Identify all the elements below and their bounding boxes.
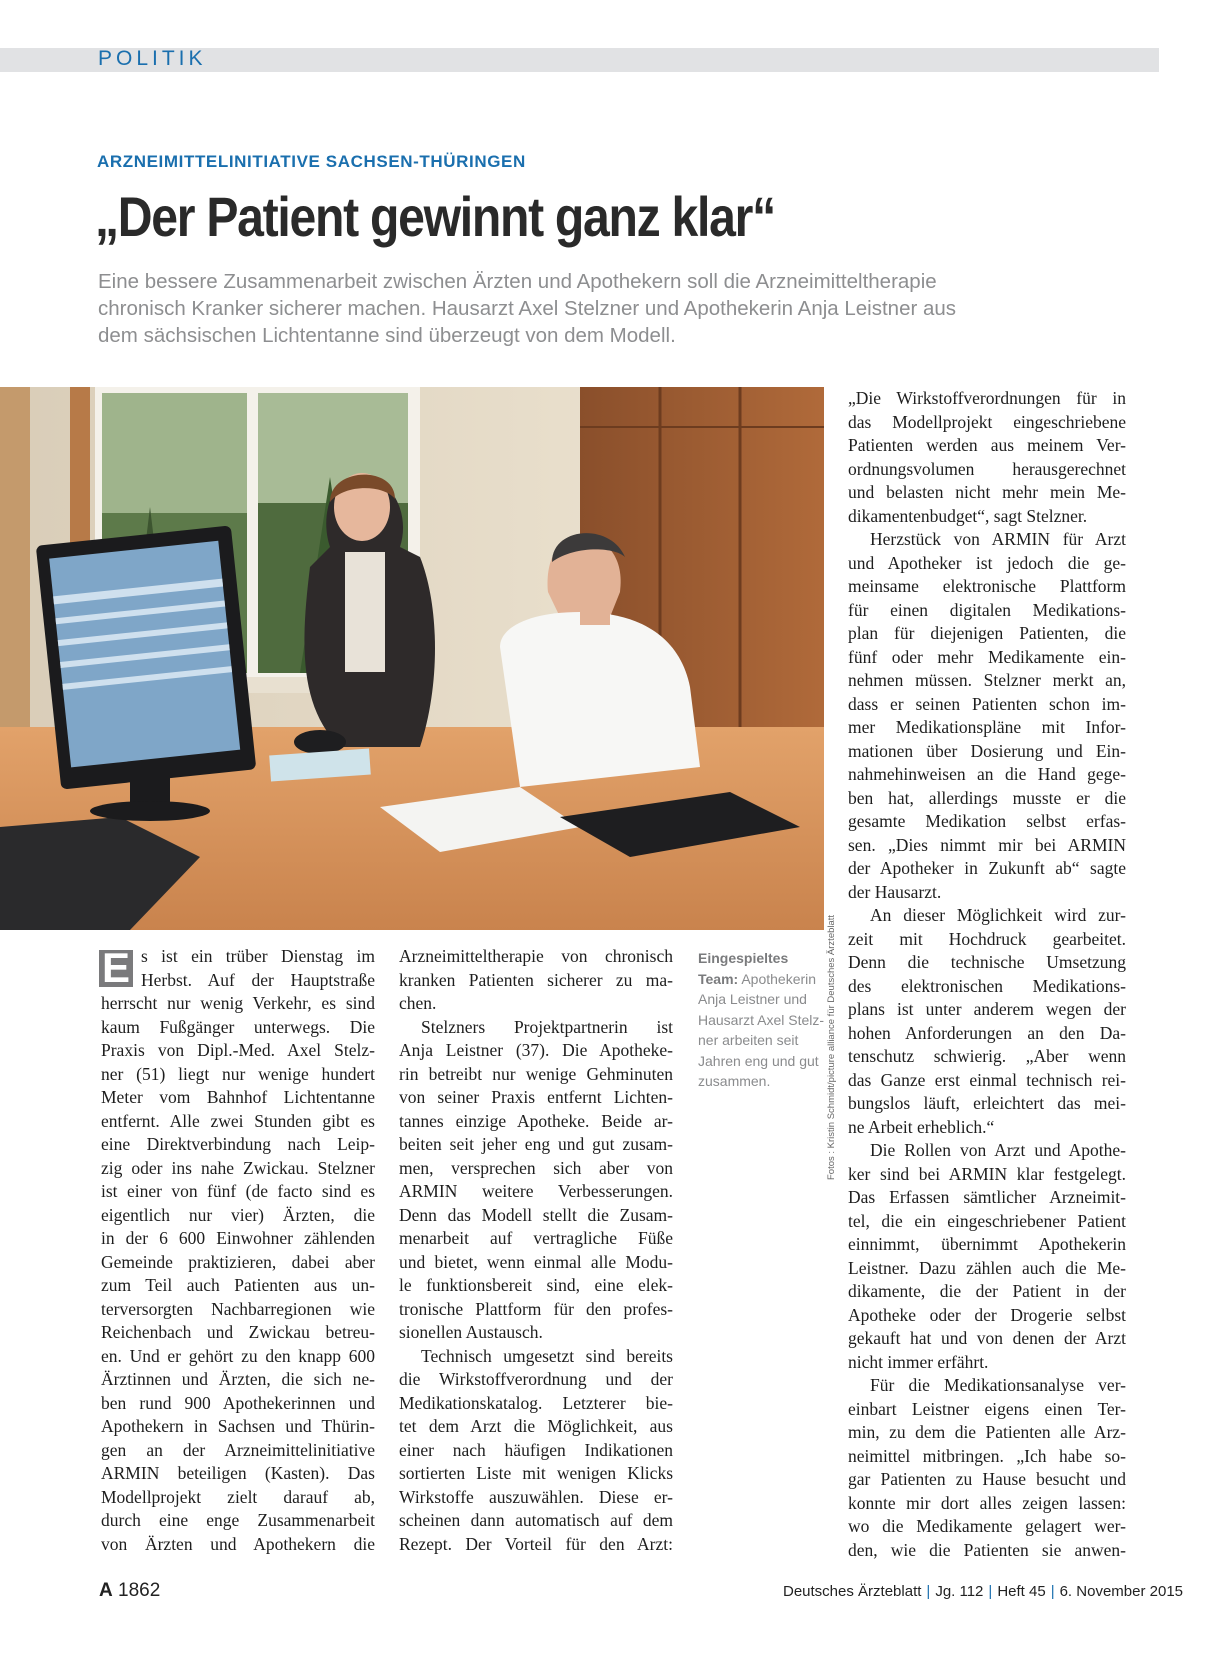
body-line: ben rund 900 Apothekerinnen und — [101, 1392, 375, 1413]
body-line: zum Teil auch Patienten aus un- — [101, 1275, 375, 1295]
body-line: Die Rollen von Arzt und Apothe- — [870, 1140, 1126, 1160]
article-photo — [0, 387, 824, 930]
body-line: in der 6 600 Einwohner zählenden — [101, 1228, 375, 1248]
body-line: Das Erfassen sämtlicher Arzneimit- — [848, 1187, 1126, 1207]
body-line: tel, die ein eingeschriebener Patient — [848, 1210, 1126, 1231]
body-line: ist einer von fünf (de facto sind es — [101, 1181, 375, 1201]
body-line: ben hat, allerdings musste er die — [848, 787, 1126, 808]
body-line: hohen Anforderungen an den Da- — [848, 1022, 1126, 1043]
body-line: gar Patienten zu Hause besucht und — [848, 1469, 1126, 1489]
body-line: Apothekern in Sachsen und Thürin- — [101, 1416, 375, 1436]
body-line: meinsame elektronische Plattform — [848, 576, 1126, 596]
body-line: Für die Medikationsanalyse ver- — [870, 1375, 1126, 1395]
journal-name: Deutsches Ärzteblatt — [783, 1583, 922, 1600]
body-line: ARMIN beteiligen (Kasten). Das — [101, 1463, 375, 1483]
body-line: le funktionsbereit sind, eine elek- — [399, 1275, 673, 1295]
body-line: ker sind bei ARMIN klar festgelegt. — [848, 1163, 1126, 1184]
body-line: fünf oder mehr Medikamente ein- — [848, 646, 1126, 667]
body-line: Arzneimitteltherapie von chronisch — [399, 946, 673, 966]
lead-line: dem sächsischen Lichtentanne sind überzeugt von dem Modell. — [98, 324, 676, 347]
body-line: Ärztinnen und Ärzten, die sich ne- — [101, 1369, 375, 1389]
body-line: kranken Patienten sicherer zu ma- — [399, 969, 673, 990]
body-line: das Modellprojekt eingeschriebene — [848, 411, 1126, 432]
body-line: nicht immer erfährt. — [848, 1351, 989, 1372]
body-line: herrscht nur wenig Verkehr, es sind — [101, 993, 375, 1013]
body-line: tannes einzige Apotheke. Beide ar- — [399, 1110, 673, 1131]
body-line: sen. „Dies nimmt mir bei ARMIN — [848, 834, 1126, 855]
body-column-1 — [101, 945, 375, 1556]
body-line: Apotheke oder der Drogerie selbst — [848, 1304, 1126, 1325]
body-line: Denn das Modell stellt die Zusam- — [399, 1204, 673, 1225]
body-line: mationen über Dosierung und Ein- — [848, 740, 1126, 761]
section-label: POLITIK — [98, 47, 207, 70]
page-number — [99, 1580, 160, 1602]
body-line: menarbeit auf vertragliche Füße — [399, 1228, 673, 1248]
body-line: Stelzners Projektpartnerin ist — [421, 1016, 673, 1037]
journal-footer — [783, 1583, 1183, 1600]
body-line: An dieser Möglichkeit wird zur- — [870, 905, 1126, 925]
body-line: ne Arbeit erheblich.“ — [848, 1116, 995, 1137]
body-line: entfernt. Alle zwei Stunden gibt es — [101, 1110, 375, 1131]
body-line: des elektronischen Medikations- — [848, 975, 1126, 996]
body-line: konnte mir dort alles zeigen lassen: — [848, 1492, 1126, 1513]
body-line: und bietet, wenn einmal alle Modu- — [399, 1251, 673, 1272]
body-line: neimittel mitbringen. „Ich habe so- — [848, 1445, 1126, 1466]
body-line: durch eine enge Zusammenarbeit — [101, 1510, 375, 1530]
divider: | — [926, 1583, 931, 1600]
body-line: terversorgten Nachbarregionen wie — [101, 1298, 375, 1319]
caption-line: ner arbeiten seit — [698, 1032, 799, 1048]
body-line: „Die Wirkstoffverordnungen für in — [848, 388, 1126, 408]
caption-line: Apothekerin — [738, 970, 817, 987]
body-line: die Wirkstoffverordnung und der — [399, 1369, 673, 1389]
body-line: für einen digitalen Medikations- — [848, 599, 1126, 620]
body-line: Gemeinde praktizieren, dabei aber — [101, 1251, 375, 1272]
divider: | — [1050, 1583, 1055, 1600]
page-number-value: 1862 — [118, 1580, 161, 1601]
body-line: Wirkstoffe auszuwählen. Diese er- — [399, 1486, 673, 1507]
body-line: scheinen dann automatisch auf dem — [399, 1510, 673, 1530]
caption-line: Jahren eng und gut — [698, 1052, 819, 1069]
body-line: dass er seinen Patienten schon im- — [848, 693, 1126, 714]
body-line: der Hausarzt. — [848, 881, 942, 902]
body-line: und belasten nicht mehr mein Me- — [848, 482, 1126, 502]
body-line: nehmen müssen. Stelzner merkt an, — [848, 670, 1126, 690]
caption-line: Hausarzt Axel Stelz- — [698, 1011, 825, 1028]
body-line: eine Direktverbindung nach Leip- — [101, 1134, 375, 1154]
page-prefix: A — [99, 1580, 113, 1601]
body-line: Patienten werden aus meinem Ver- — [848, 435, 1126, 455]
body-line: einbart Leistner eigens einen Ter- — [848, 1398, 1126, 1419]
body-line: ner (51) liegt nur wenige hundert — [101, 1063, 375, 1084]
body-line: Medikationskatalog. Letzterer bie- — [399, 1392, 673, 1413]
body-line: Herzstück von ARMIN für Arzt — [870, 529, 1126, 549]
body-line: dikamentenbudget“, sagt Stelzner. — [848, 505, 1088, 526]
article-kicker: ARZNEIMITTELINITIATIVE SACHSEN-THÜRINGEN — [97, 152, 526, 171]
journal-issue: Heft 45 — [997, 1583, 1046, 1600]
body-line: bungslos läuft, erleichtert das mei- — [848, 1093, 1126, 1113]
body-line: plan für diejenigen Patienten, die — [848, 623, 1126, 643]
body-line: einer nach häufigen Indikationen — [399, 1439, 673, 1460]
body-line: tenschutz schwierig. „Aber wenn — [848, 1046, 1126, 1066]
body-line: Modellprojekt zielt darauf ab, — [101, 1486, 375, 1507]
body-line: Denn die technische Umsetzung — [848, 952, 1126, 972]
body-column-3 — [848, 387, 1126, 1562]
body-line: tet dem Arzt die Möglichkeit, aus — [399, 1416, 673, 1436]
divider: | — [988, 1583, 993, 1600]
body-line: Meter vom Bahnhof Lichtentanne — [101, 1087, 375, 1107]
photo-caption — [698, 948, 828, 1092]
body-line: gesamte Medikation selbst erfas- — [848, 811, 1126, 831]
body-line: von Ärzten und Apothekern die — [101, 1533, 375, 1554]
article-title: „Der Patient gewinnt ganz klar“ — [95, 185, 775, 248]
body-line: beiten seit jeher eng und gut zusam- — [399, 1134, 673, 1154]
body-line: en. Und er gehört zu den knapp 600 — [101, 1345, 375, 1366]
body-line: kaum Fußgänger unterwegs. Die — [101, 1016, 375, 1037]
body-line: gekauft hat und von denen der Arzt — [848, 1328, 1126, 1348]
body-line: Anja Leistner (37). Die Apotheke- — [399, 1040, 673, 1060]
body-line: mer Medikationspläne mit Infor- — [848, 717, 1126, 737]
body-line: einnimmt, übernimmt Apothekerin — [848, 1234, 1126, 1254]
body-line: zig oder ins nahe Zwickau. Stelzner — [101, 1157, 375, 1178]
body-line: dikamente, die der Patient in der — [848, 1281, 1126, 1301]
body-line: Technisch umgesetzt sind bereits — [421, 1345, 673, 1366]
body-line: und Apotheker ist jedoch die ge- — [848, 552, 1126, 573]
caption-title: Team: — [698, 970, 739, 987]
caption-line: Anja Leistner und — [698, 991, 807, 1007]
body-line: gen an der Arzneimittelinitiative — [101, 1439, 375, 1460]
body-line: sortierten Liste mit wenigen Klicks — [399, 1463, 673, 1483]
drop-cap: E — [99, 950, 133, 987]
journal-volume: Jg. 112 — [935, 1583, 984, 1600]
body-line: sionellen Austausch. — [399, 1322, 543, 1342]
body-line: ordnungsvolumen herausgerechnet — [848, 458, 1126, 479]
body-line: zeit mit Hochdruck gearbeitet. — [848, 928, 1126, 949]
body-line: min, zu dem die Patienten alle Arz- — [848, 1422, 1126, 1442]
body-line: Praxis von Dipl.-Med. Axel Stelz- — [101, 1040, 375, 1060]
body-line: Leistner. Dazu zählen auch die Me- — [848, 1257, 1126, 1278]
body-line: das Ganze erst einmal technisch rei- — [848, 1069, 1126, 1090]
body-line: den, wie die Patienten sie anwen- — [848, 1539, 1126, 1560]
caption-title: Eingespieltes — [698, 950, 789, 966]
body-line: Rezept. Der Vorteil für den Arzt: — [399, 1533, 673, 1554]
body-line: plans ist unter anderem wegen der — [848, 999, 1126, 1019]
body-column-2 — [399, 945, 673, 1556]
body-line: eigentlich nur vier) Ärzten, die — [101, 1204, 375, 1225]
article-lead — [98, 268, 1108, 349]
lead-line: chronisch Kranker sicherer machen. Hausarzt Axel Stelzner und Apothekerin Anja Leistner aus — [98, 297, 957, 320]
body-line: chen. — [399, 993, 437, 1013]
body-line: Reichenbach und Zwickau betreu- — [101, 1322, 375, 1342]
body-line: tronische Plattform für den profes- — [399, 1298, 673, 1319]
body-line: der Apotheker in Zukunft ab“ sagte — [848, 858, 1126, 878]
body-line: s ist ein trüber Dienstag im — [141, 946, 375, 966]
body-line: Herbst. Auf der Hauptstraße — [141, 969, 375, 990]
body-line: rin betreibt nur wenige Gehminuten — [399, 1063, 673, 1084]
caption-line: zusammen. — [698, 1073, 771, 1089]
body-line: von seiner Praxis entfernt Lichten- — [399, 1087, 673, 1107]
journal-date: 6. November 2015 — [1059, 1583, 1183, 1600]
body-line: men, versprechen sich aber von — [399, 1157, 673, 1178]
body-line: wo die Medikamente gelagert wer- — [848, 1516, 1126, 1536]
body-line: ARMIN weitere Verbesserungen. — [399, 1181, 673, 1201]
body-line: nahmehinweisen an die Hand gege- — [848, 764, 1126, 784]
lead-line: Eine bessere Zusammenarbeit zwischen Ärzten und Apothekern soll die Arzneimitteltherapie — [98, 270, 937, 293]
photo-credit: Fotos : Kristin Schmidt/picture alliance für Deutsches Ärzteblatt — [826, 914, 837, 1180]
